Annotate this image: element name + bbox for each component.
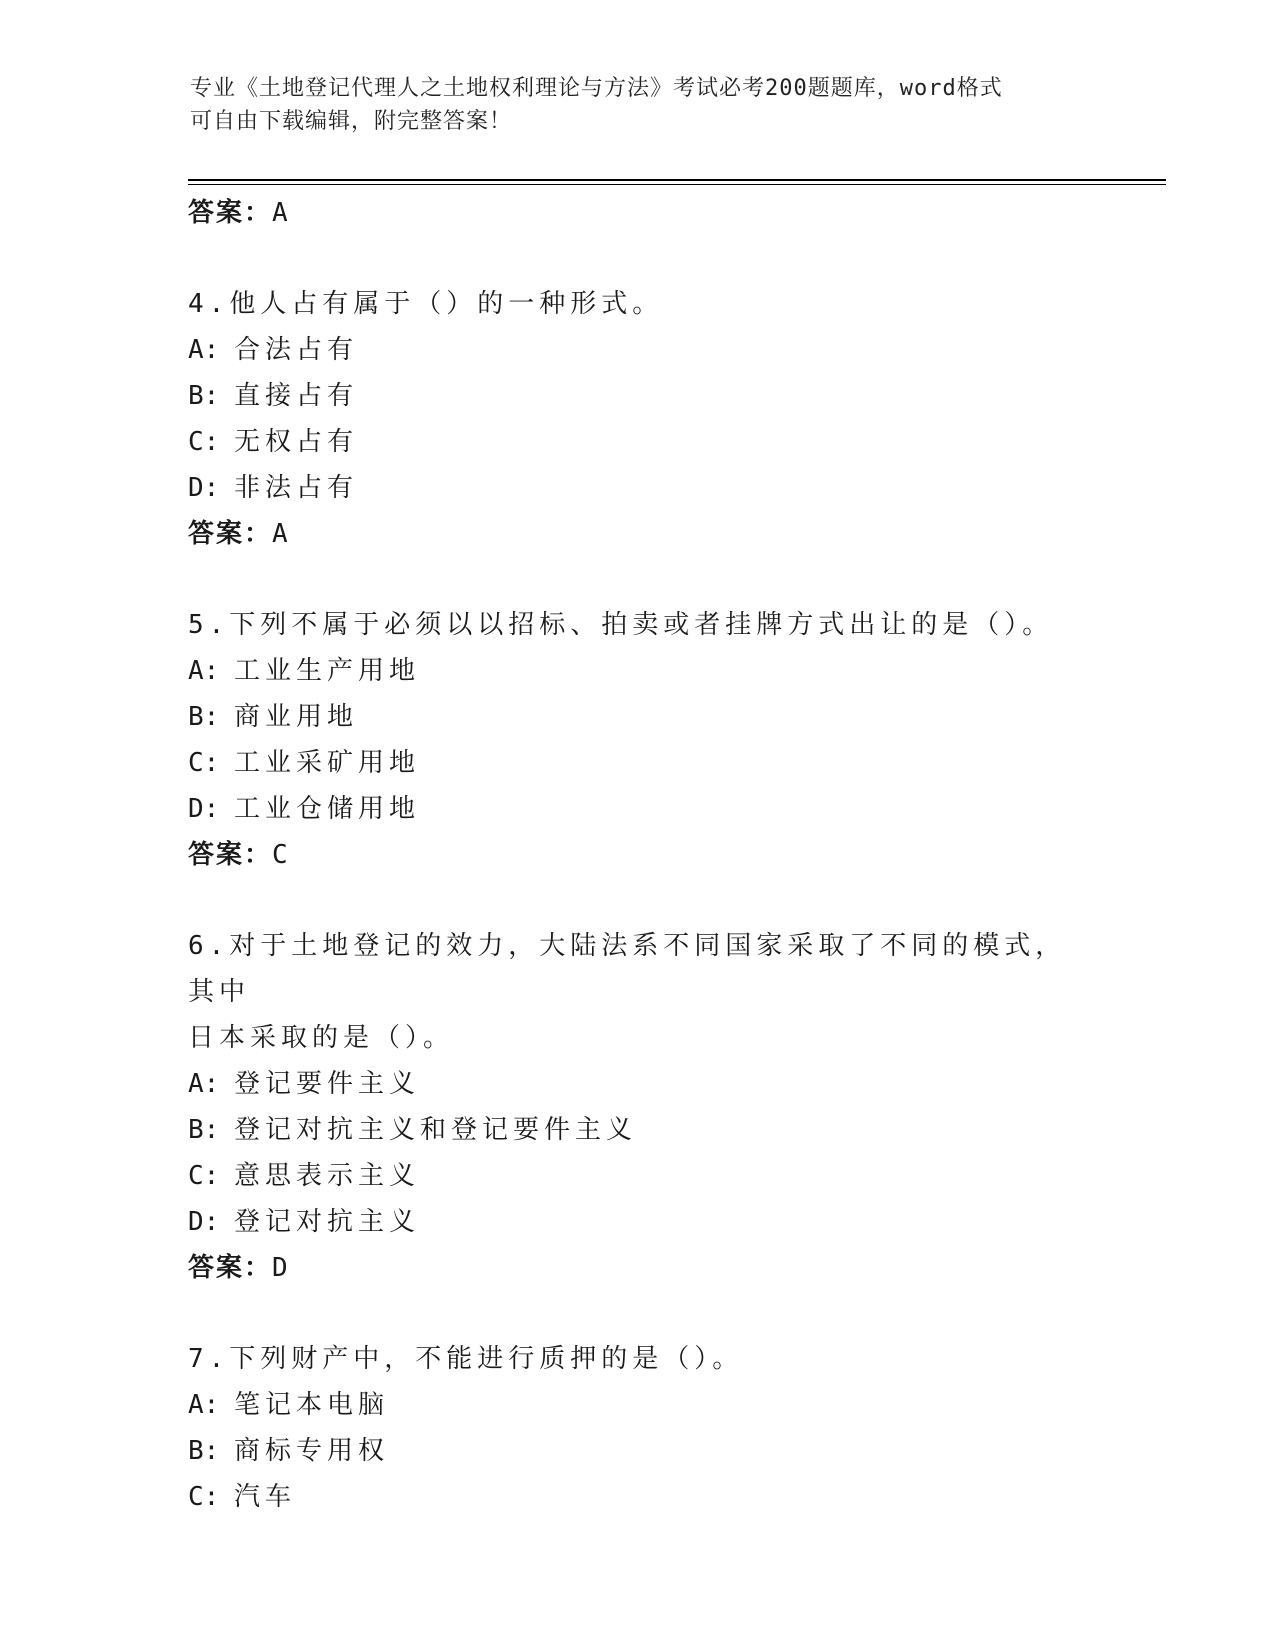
question-stem: 6.对于土地登记的效力，大陆法系不同国家采取了不同的模式，其中 <box>188 931 1067 1007</box>
question-gap <box>188 236 1088 281</box>
answer-line <box>188 832 1088 878</box>
option-text: 笔记本电脑 <box>234 1390 390 1420</box>
answer-value: A <box>272 198 290 228</box>
answer-option <box>188 648 1088 694</box>
answer-option <box>188 465 1088 511</box>
option-text: 商标专用权 <box>234 1436 390 1466</box>
option-letter: A: <box>188 335 220 365</box>
answer-label: 答案： <box>188 519 273 549</box>
header-rule-thick <box>188 179 1166 181</box>
option-text: 登记要件主义 <box>234 1069 421 1099</box>
question-gap <box>188 878 1088 923</box>
option-letter: B: <box>188 1115 220 1145</box>
answer-option <box>188 373 1088 419</box>
option-letter: C: <box>188 748 220 778</box>
answer-option <box>188 1428 1088 1474</box>
answer-value: C <box>272 840 290 870</box>
option-text: 无权占有 <box>234 427 359 457</box>
answer-option <box>188 694 1088 740</box>
question-stem: 5.下列不属于必须以以招标、拍卖或者挂牌方式出让的是（）。 <box>188 610 1054 640</box>
option-text: 合法占有 <box>234 335 359 365</box>
header-rule-thin <box>188 184 1166 185</box>
header-title-line-2: 可自由下载编辑，附完整答案！ <box>190 109 513 134</box>
option-letter: D: <box>188 473 220 503</box>
option-letter: A: <box>188 656 220 686</box>
question-item <box>188 923 1088 1291</box>
answer-value: A <box>272 519 290 549</box>
answer-option <box>188 786 1088 832</box>
option-text: 工业采矿用地 <box>234 748 421 778</box>
answer-option <box>188 1474 1088 1520</box>
option-letter: B: <box>188 1436 220 1466</box>
option-letter: B: <box>188 702 220 732</box>
option-text: 工业生产用地 <box>234 656 421 686</box>
question-item <box>188 602 1088 878</box>
question-stem-continued: 日本采取的是（）。 <box>188 1023 455 1053</box>
option-text: 登记对抗主义和登记要件主义 <box>234 1115 638 1145</box>
answer-option <box>188 1153 1088 1199</box>
answer-option <box>188 740 1088 786</box>
answer-line-prev <box>188 190 1088 236</box>
option-letter: C: <box>188 1482 220 1512</box>
option-letter: A: <box>188 1390 220 1420</box>
option-text: 工业仓储用地 <box>234 794 421 824</box>
option-letter: C: <box>188 1161 220 1191</box>
header-title-line-1: 专业《土地登记代理人之土地权利理论与方法》考试必考200题题库，word格式 <box>190 76 1003 101</box>
question-gap <box>188 557 1088 602</box>
option-letter: D: <box>188 1207 220 1237</box>
question-item <box>188 281 1088 557</box>
option-text: 登记对抗主义 <box>234 1207 421 1237</box>
question-stem: 7.下列财产中，不能进行质押的是（）。 <box>188 1344 744 1374</box>
option-text: 汽车 <box>234 1482 297 1512</box>
questions-container <box>188 236 1088 1520</box>
question-stem: 4.他人占有属于（）的一种形式。 <box>188 289 664 319</box>
option-text: 非法占有 <box>234 473 359 503</box>
answer-option <box>188 419 1088 465</box>
answer-option <box>188 327 1088 373</box>
option-text: 商业用地 <box>234 702 359 732</box>
answer-label: 答案： <box>188 840 273 870</box>
answer-line <box>188 511 1088 557</box>
question-list <box>188 190 1088 1520</box>
option-text: 意思表示主义 <box>234 1161 421 1191</box>
option-letter: C: <box>188 427 220 457</box>
question-gap <box>188 1291 1088 1336</box>
answer-line <box>188 1245 1088 1291</box>
option-letter: A: <box>188 1069 220 1099</box>
answer-label: 答案： <box>188 198 273 228</box>
option-letter: D: <box>188 794 220 824</box>
answer-option <box>188 1061 1088 1107</box>
answer-label: 答案： <box>188 1253 273 1283</box>
document-header <box>190 72 1090 138</box>
answer-option <box>188 1382 1088 1428</box>
answer-option <box>188 1107 1088 1153</box>
option-letter: B: <box>188 381 220 411</box>
question-item <box>188 1336 1088 1520</box>
answer-value: D <box>272 1253 290 1283</box>
answer-option <box>188 1199 1088 1245</box>
option-text: 直接占有 <box>234 381 359 411</box>
